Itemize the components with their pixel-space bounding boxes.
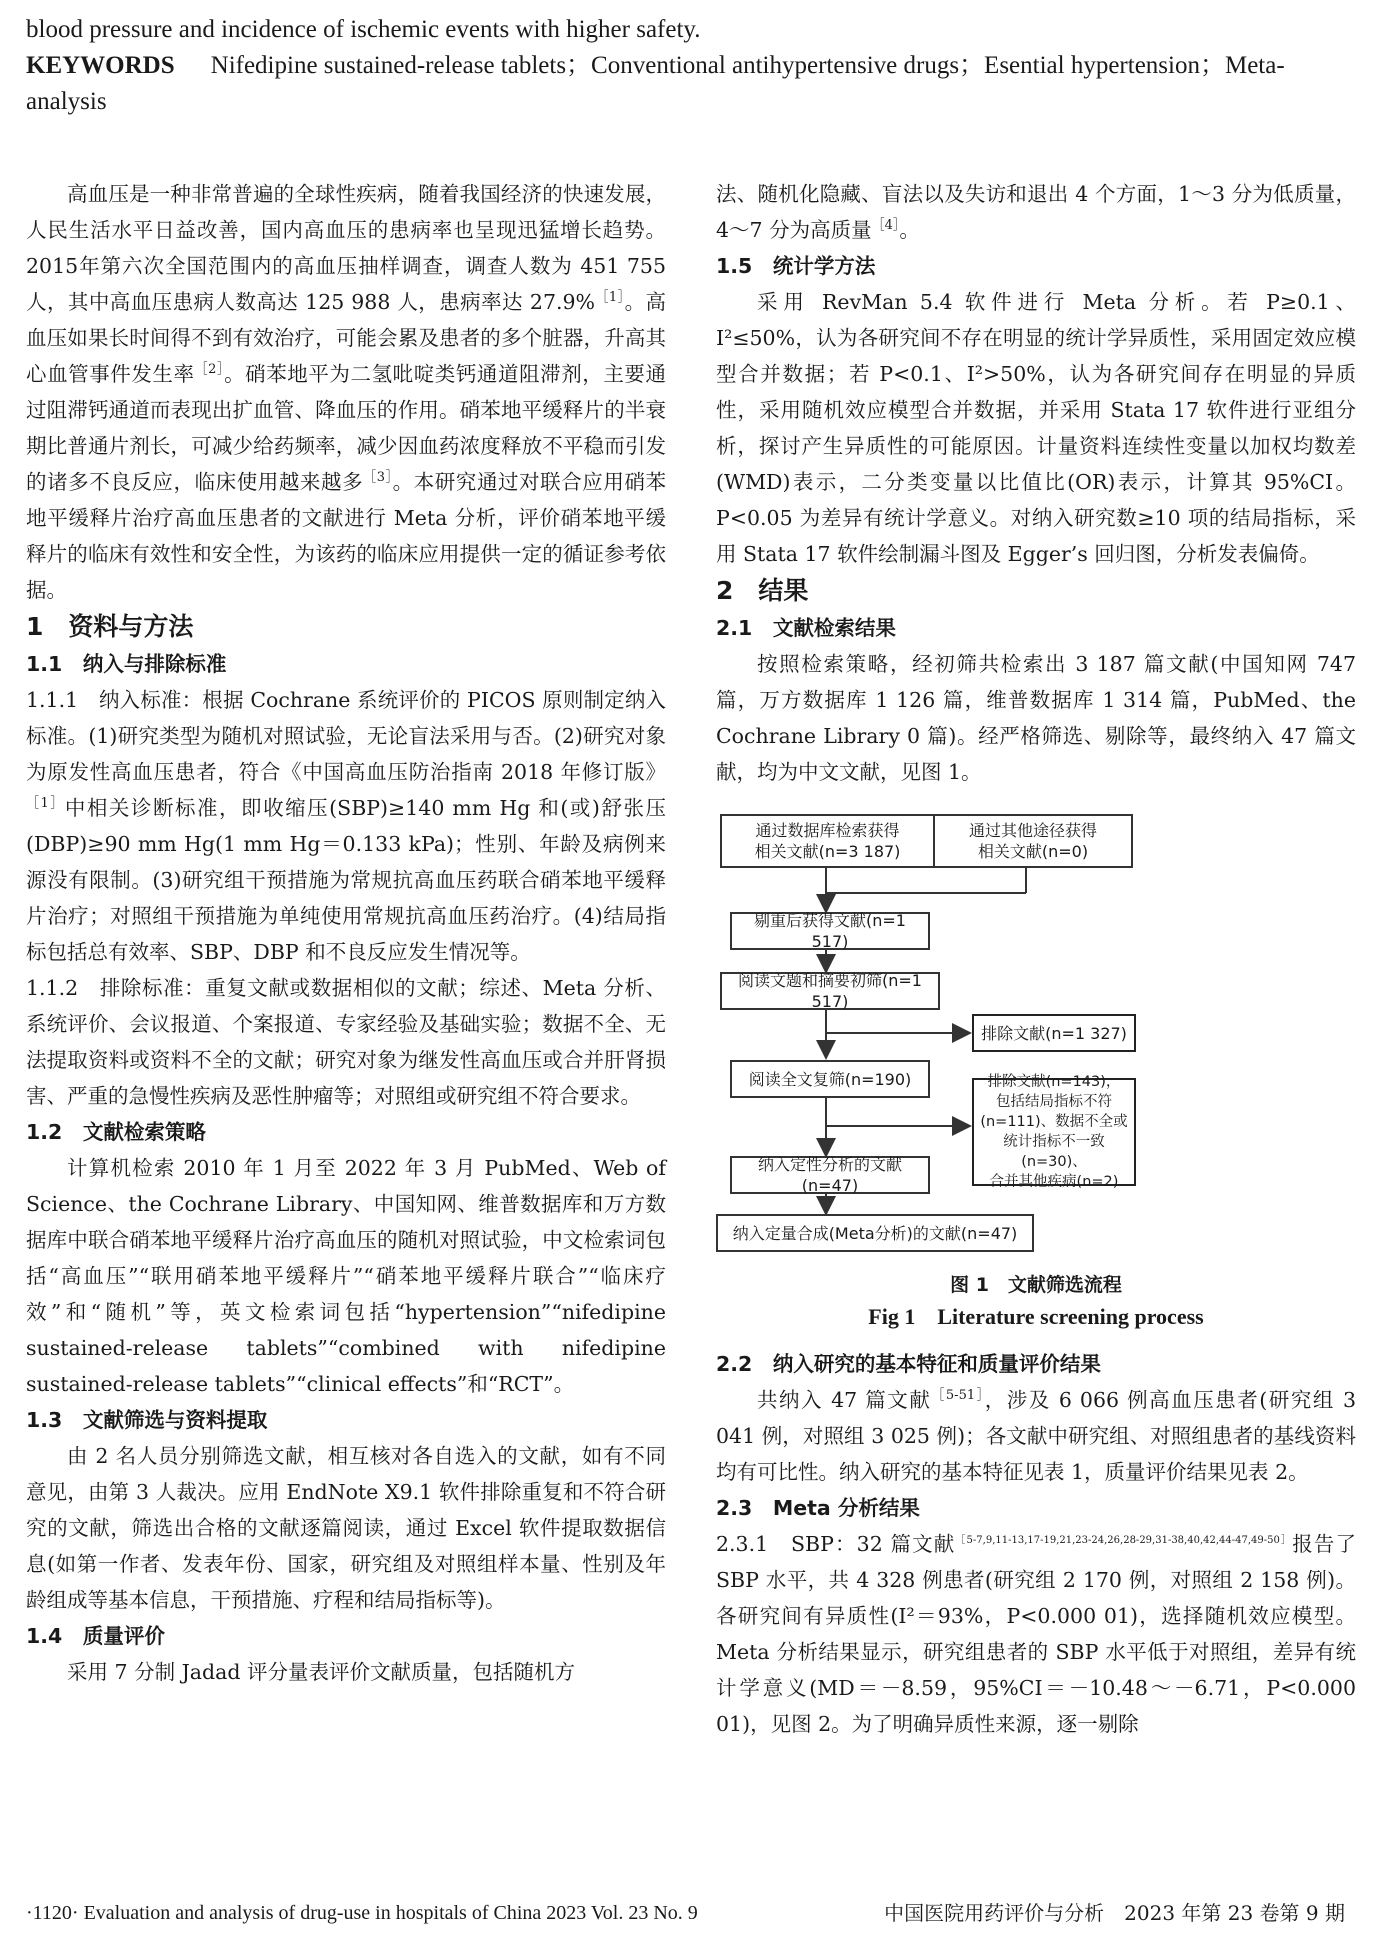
flow-box-quantitative: 纳入定量合成(Meta分析)的文献(n=47) [716,1214,1034,1252]
paragraph: 共纳入 47 篇文献$^{[5-51]}$，涉及 6 066 例高血压患者(研究组 3 041 例，对照组 3 025 例)；各文献中研究组、对照组患者的基线资料均有可比性。纳入研究的基本特征见表 1，质量评价结果见表 2。 [716,1388,1356,1484]
subsection-heading: 1.4 质量评价 [26,1624,165,1648]
citation: ［3］ [363,470,393,485]
flow-box-title-abstract-screen: 阅读文题和摘要初筛(n=1 517) [720,972,940,1010]
citation: ［1］ [595,290,625,305]
flow-diagram [716,798,1356,1268]
subsection-heading: 1.1 纳入与排除标准 [26,652,227,676]
subsection-heading: 1.5 统计学方法 [716,254,876,278]
paragraph: 2.3.1 SBP：32 篇文献$^{[5-7,9,11-13,17-19,21,23-24,26,28-29,31-38,40,42,44-47,49-50]}$报告了 SBP 水平，共 4 328 例患者(研究组 2 170 例，对照组 2 158 例)。各研究间有异质性(I²＝93%，P<0.000 01)，选择随机效应模型。Meta 分析结果显示，研究组患者的 SBP 水平低于对照组，差异有统计学意义(MD＝－8.59，95%CI＝－10.48～－6.71，P<0.000 01)，见图 2。为了明确异质性来源，逐一剔除 [716,1532,1356,1736]
flow-box-deduplicated: 剔重后获得文献(n=1 517) [730,912,930,950]
flow-box-excluded-2: 排除文献(n=143)， 包括结局指标不符 (n=111)、数据不全或 统计指标不一致(n=30)、 合并其他疾病(n=2) [972,1078,1136,1186]
intro-paragraph: 高血压是一种非常普遍的全球性疾病，随着我国经济的快速发展，人民生活水平日益改善，国内高血压的患病率也呈现迅猛增长趋势。2015年第六次全国范围内的高血压抽样调查，调查人数为 451 755 人，其中高血压患病人数高达 125 988 人，患病率达 27.9%$^{[1]}$。高血压如果长时间得不到有效治疗，可能会累及患者的多个脏器，升高其心血管事件发生率$^{[2]}$。硝苯地平为二氢吡啶类钙通道阻滞剂，主要通过阻滞钙通道而表现出扩血管、降血压的作用。硝苯地平缓释片的半衰期比普通片剂长，可减少给药频率，减少因血药浓度释放不平稳而引发的诸多不良反应，临床使用越来越多$^{[3]}$。本研究通过对联合应用硝苯地平缓释片治疗高血压患者的文献进行 Meta 分析，评价硝苯地平缓释片的临床有效性和安全性，为该药的临床应用提供一定的循证参考依据。 [26,182,667,602]
paragraph: 采用 7 分制 Jadad 评分量表评价文献质量，包括随机方 [67,1660,576,1684]
abstract-tail: blood pressure and incidence of ischemic events with higher safety. [26,16,701,43]
subsection-heading: 1.2 文献检索策略 [26,1120,206,1144]
subsection-heading: 2.3 Meta 分析结果 [716,1496,920,1520]
abstract-block [26,12,1346,120]
paragraph: 1.1.1 纳入标准：根据 Cochrane 系统评价的 PICOS 原则制定纳入标准。(1)研究类型为随机对照试验，无论盲法采用与否。(2)研究对象为原发性高血压患者，符合《中国高血压防治指南 2018 年修订版》$^{[1]}$中相关诊断标准，即收缩压(SBP)≥140 mm Hg 和(或)舒张压(DBP)≥90 mm Hg(1 mm Hg＝0.133 kPa)；性别、年龄及病例来源没有限制。(3)研究组干预措施为常规抗高血压药联合硝苯地平缓释片治疗；对照组干预措施为单纯使用常规抗高血压药治疗。(4)结局指标包括总有效率、SBP、DBP 和不良反应发生情况等。 [26,688,667,964]
section-heading: 1 资料与方法 [26,612,194,641]
flow-box-qualitative: 纳入定性分析的文献(n=47) [730,1156,930,1194]
paragraph: 计算机检索 2010 年 1 月至 2022 年 3 月 PubMed、Web of Science、the Cochrane Library、中国知网、维普数据库和万方数据库中联合硝苯地平缓释片治疗高血压的随机对照试验，中文检索词包括“高血压”“联用硝苯地平缓释片”“硝苯地平缓释片联合”“临床疗效”和“随机”等，英文检索词包括“hypertension”“nifedipine sustained-release tablets”“combined with nifedipine sustained-release tablets”“clinical effects”和“RCT”。 [26,1156,666,1396]
figure-caption [716,1268,1356,1332]
citation: ［2］ [194,362,225,377]
flow-box-database: 通过数据库检索获得 相关文献(n=3 187) [720,814,935,868]
keywords-text: Nifedipine sustained-release tablets；Conventional antihypertensive drugs；Esential hypertension；Meta-analysis [26,52,1285,115]
section-heading: 2 结果 [716,576,809,605]
paragraph: 1.1.2 排除标准：重复文献或数据相似的文献；综述、Meta 分析、系统评价、会议报道、个案报道、专家经验及基础实验；数据不全、无法提取资料或资料不全的文献；研究对象为继发性高血压或合并肝肾损害、严重的急慢性疾病及恶性肿瘤等；对照组或研究组不符合要求。 [26,976,666,1108]
subsection-heading: 2.1 文献检索结果 [716,616,896,640]
keywords-label: KEYWORDS [26,52,175,79]
citation: ［5-51］ [931,1388,985,1403]
flow-box-full-text-screen: 阅读全文复筛(n=190) [730,1060,930,1098]
footer-right: 中国医院用药评价与分析 2023 年第 23 卷第 9 期 [884,1901,1345,1925]
figure-caption-en: Fig 1 Literature screening process [868,1304,1204,1329]
right-column [716,176,1356,1742]
footer-left: ·1120· Evaluation and analysis of drug-use in hospitals of China 2023 Vol. 23 No. 9 [26,1902,698,1924]
left-column [26,176,666,1690]
flow-box-other-sources: 通过其他途径获得 相关文献(n=0) [933,814,1133,868]
paragraph: 采用 RevMan 5.4 软件进行 Meta 分析。若 P≥0.1、I²≤50%，认为各研究间不存在明显的统计学异质性，采用固定效应模型合并数据；若 P<0.1、I²>50%，认为各研究间存在明显的异质性，采用随机效应模型合并数据，并采用 Stata 17 软件进行亚组分析，探讨产生异质性的可能原因。计量资料连续性变量以加权均数差(WMD)表示，二分类变量以比值比(OR)表示，计算其 95%CI。P<0.05 为差异有统计学意义。对纳入研究数≥10 项的结局指标，采用 Stata 17 软件绘制漏斗图及 Egger’s 回归图，分析发表偏倚。 [716,290,1356,566]
subsection-heading: 2.2 纳入研究的基本特征和质量评价结果 [716,1352,1101,1376]
paragraph: 按照检索策略，经初筛共检索出 3 187 篇文献(中国知网 747 篇，万方数据库 1 126 篇，维普数据库 1 314 篇，PubMed、the Cochrane Library 0 篇)。经严格筛选、剔除等，最终纳入 47 篇文献，均为中文文献，见图 1。 [716,652,1356,784]
paragraph: 由 2 名人员分别筛选文献，相互核对各自选入的文献，如有不同意见，由第 3 人裁决。应用 EndNote X9.1 软件排除重复和不符合研究的文献，筛选出合格的文献逐篇阅读，通过 Excel 软件提取数据信息(如第一作者、发表年份、国家，研究组及对照组样本量、性别及年龄组成等基本信息，干预措施、疗程和结局指标等)。 [26,1444,666,1612]
citation: ［4］ [871,218,900,233]
citation: ［1］ [26,796,65,811]
keywords-line [26,48,1346,120]
subsection-heading: 1.3 文献筛选与资料提取 [26,1408,268,1432]
flow-box-excluded-1: 排除文献(n=1 327) [972,1014,1136,1052]
figure-caption-zh: 图 1 文献筛选流程 [950,1274,1122,1296]
paragraph: 法、随机化隐藏、盲法以及失访和退出 4 个方面，1～3 分为低质量，4～7 分为高质量$^{[4]}$。 [716,182,1356,242]
citation: ［5-7,9,11-13,17-19,21,23-24,26,28-29,31-38,40,42,44-47,49-50］ [955,1535,1293,1546]
